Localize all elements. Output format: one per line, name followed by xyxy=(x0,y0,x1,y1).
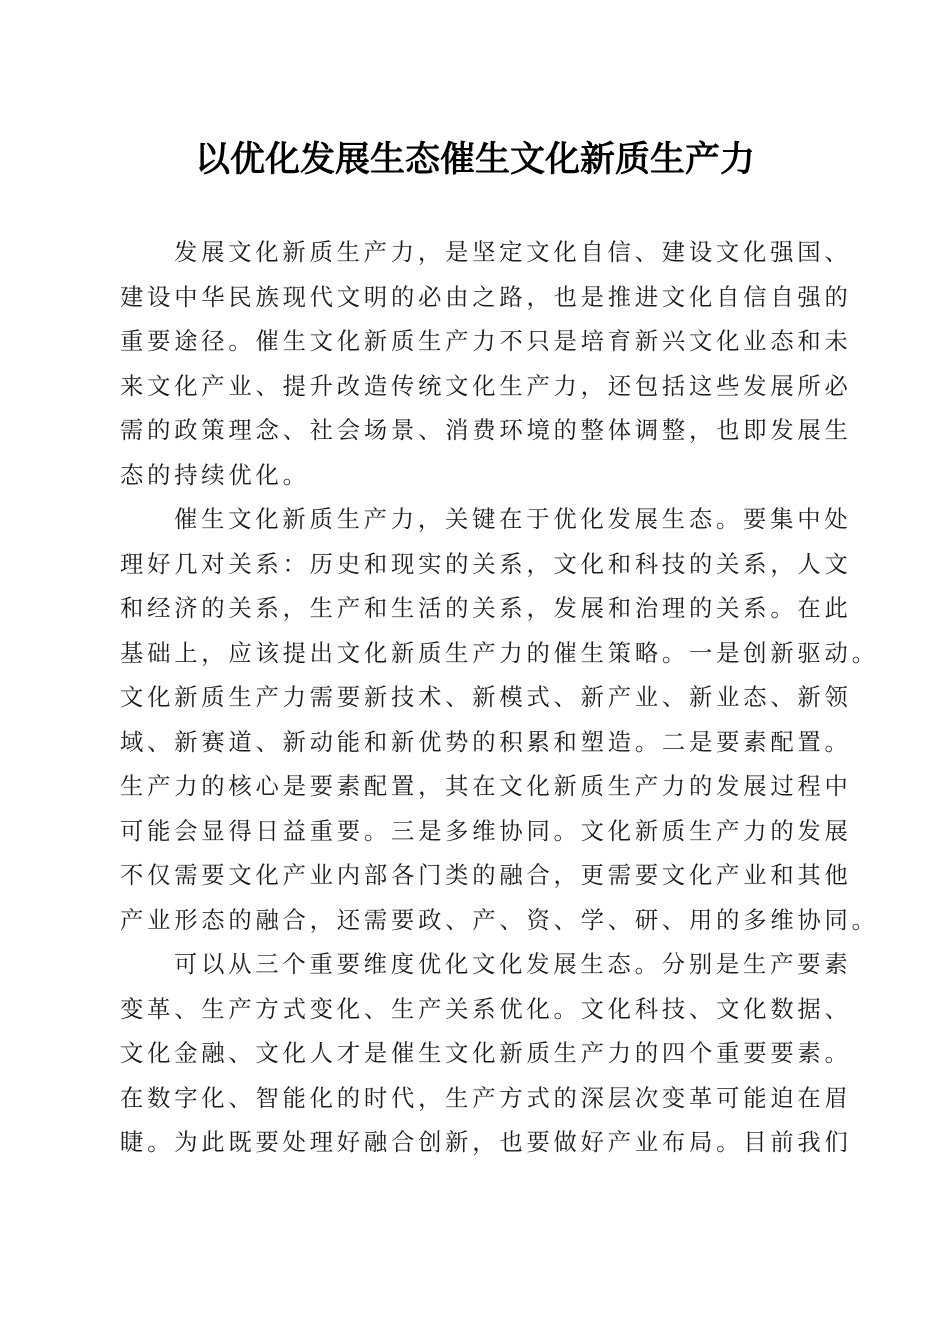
text-line: 重要途径。催生文化新质生产力不只是培育新兴文化业态和未 xyxy=(120,328,852,355)
paragraph xyxy=(120,231,852,498)
text-line: 产业形态的融合，还需要政、产、资、学、研、用的多维协同。 xyxy=(120,906,879,934)
text-line: 在数字化、智能化的时代，生产方式的深层次变革可能迫在眉 xyxy=(120,1084,852,1112)
paragraph xyxy=(120,943,852,1166)
text-line: 需的政策理念、社会场景、消费环境的整体调整，也即发展生 xyxy=(120,417,852,444)
text-line: 可以从三个重要维度优化文化发展生态。分别是生产要素 xyxy=(174,951,852,978)
text-line: 基础上，应该提出文化新质生产力的催生策略。一是创新驱动。 xyxy=(120,639,879,667)
document-body xyxy=(120,231,879,1166)
text-line: 睫。为此既要处理好融合创新，也要做好产业布局。目前我们 xyxy=(120,1129,852,1156)
text-line: 催生文化新质生产力，关键在于优化发展生态。要集中处 xyxy=(174,506,852,533)
text-line: 来文化产业、提升改造传统文化生产力，还包括这些发展所必 xyxy=(120,372,852,400)
text-line: 域、新赛道、新动能和新优势的积累和塑造。二是要素配置。 xyxy=(120,728,852,756)
text-line: 可能会显得日益重要。三是多维协同。文化新质生产力的发展 xyxy=(120,817,852,845)
text-line: 变革、生产方式变化、生产关系优化。文化科技、文化数据、 xyxy=(120,995,852,1023)
text-line: 发展文化新质生产力，是坚定文化自信、建设文化强国、 xyxy=(174,239,852,266)
text-line: 和经济的关系，生产和生活的关系，发展和治理的关系。在此 xyxy=(120,595,852,622)
text-line: 建设中华民族现代文明的必由之路，也是推进文化自信自强的 xyxy=(120,283,852,311)
text-line: 态的持续优化。 xyxy=(120,461,310,489)
text-line: 不仅需要文化产业内部各门类的融合，更需要文化产业和其他 xyxy=(120,862,852,889)
text-line: 文化新质生产力需要新技术、新模式、新产业、新业态、新领 xyxy=(120,684,852,711)
text-line: 理好几对关系：历史和现实的关系，文化和科技的关系，人文 xyxy=(120,550,852,578)
text-line: 文化金融、文化人才是催生文化新质生产力的四个重要要素。 xyxy=(120,1040,852,1067)
text-line: 生产力的核心是要素配置，其在文化新质生产力的发展过程中 xyxy=(120,773,852,800)
document-title: 以优化发展生态催生文化新质生产力 xyxy=(194,139,755,180)
paragraph xyxy=(120,498,879,943)
